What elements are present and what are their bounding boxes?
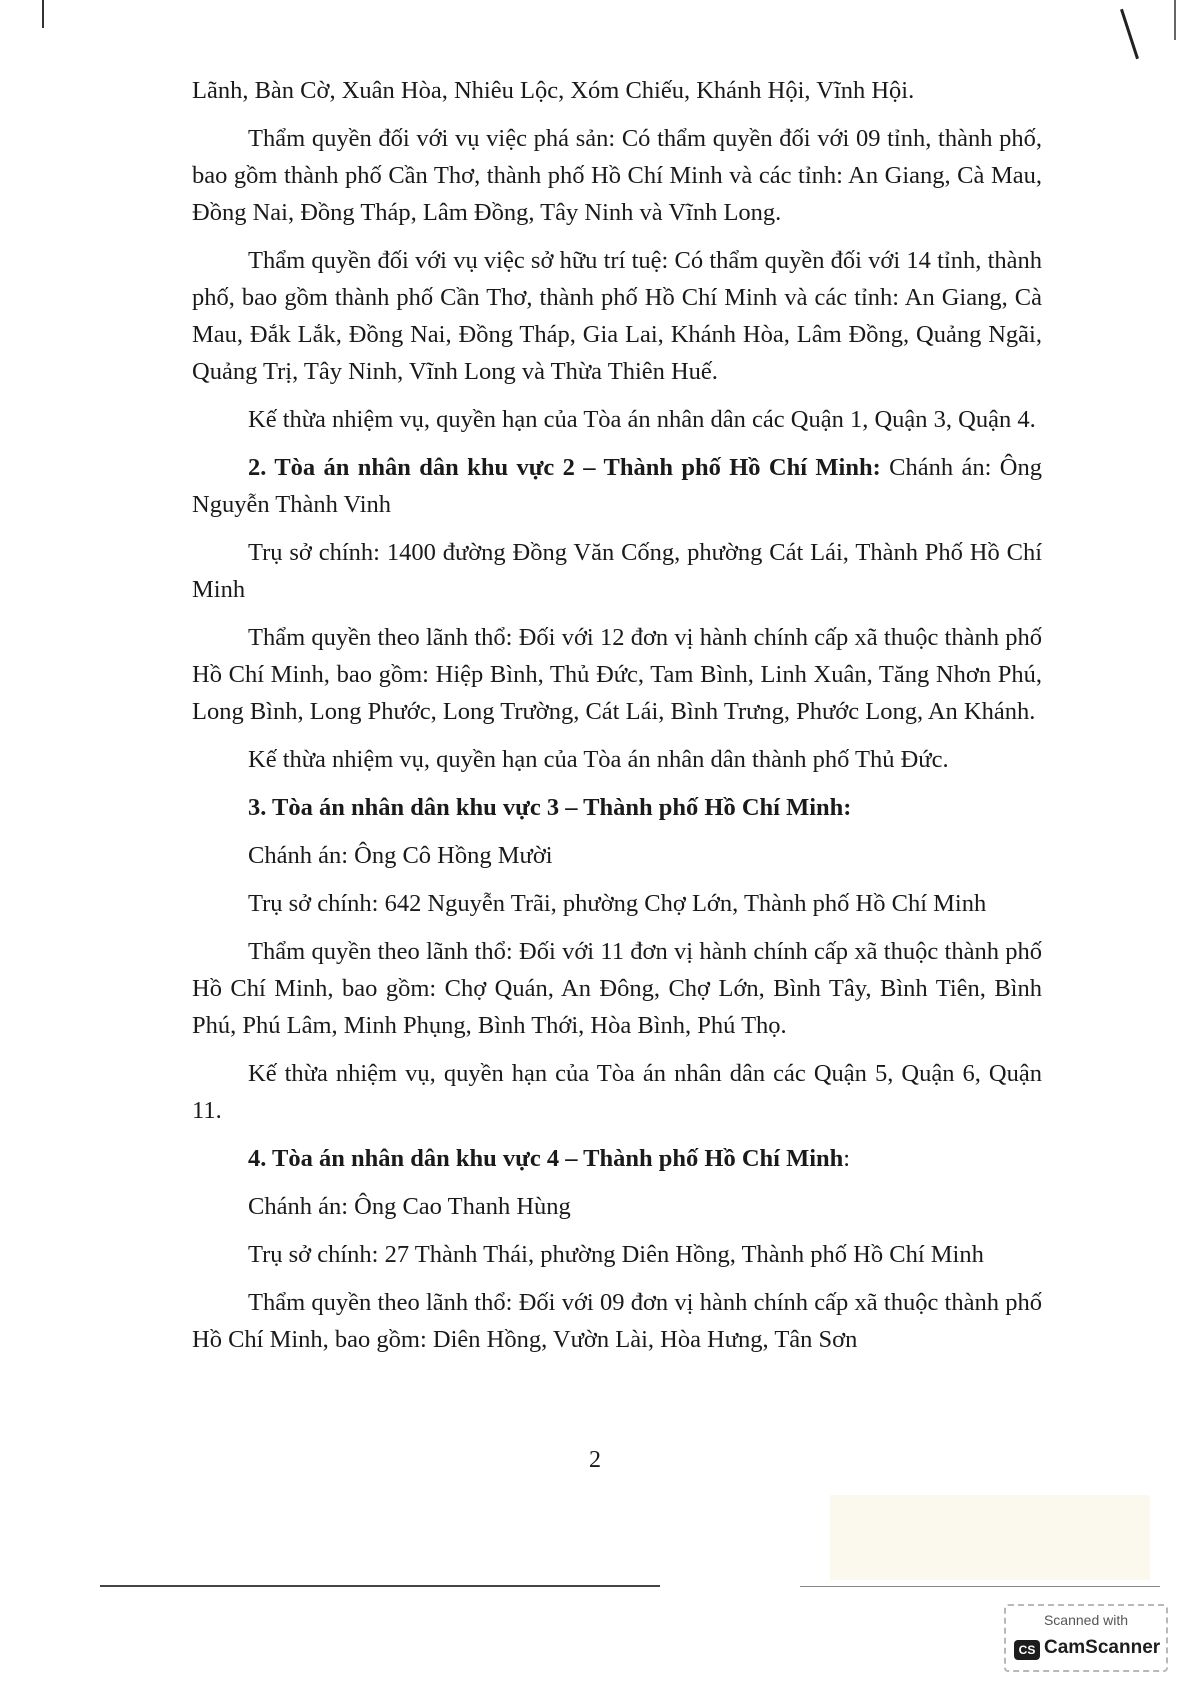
paragraph-3: Thẩm quyền đối với vụ việc sở hữu trí tuệ: Có thẩm quyền đối với 14 tỉnh, thành phố, bao gồm thành phố Cần Thơ, thành phố Hồ Chí Minh và các tỉnh: An Giang, Cà Mau, Đắk Lắk, Đồng Nai, Đồng Tháp, Gia Lai, Khánh Hòa, Lâm Đồng, Quảng Ngãi, Quảng Trị, Tây Ninh, Vĩnh Long và Thừa Thiên Huế. <box>192 247 1042 385</box>
paragraph-1: Lãnh, Bàn Cờ, Xuân Hòa, Nhiêu Lộc, Xóm Chiếu, Khánh Hội, Vĩnh Hội. <box>192 77 915 104</box>
document-body <box>192 72 1042 1369</box>
section-2-chief-judge: Chánh án: Ông Nguyễn Thành Vinh <box>192 454 1042 518</box>
section-2-heading-paragraph <box>192 449 1042 523</box>
camscanner-logo-icon: CS <box>1014 1640 1040 1660</box>
scan-stain <box>830 1495 1150 1580</box>
paragraph-4: Kế thừa nhiệm vụ, quyền hạn của Tòa án nhân dân các Quận 1, Quận 3, Quận 4. <box>248 406 1036 433</box>
scan-bottom-line <box>100 1585 660 1587</box>
section-4-heading-suffix: : <box>843 1145 851 1172</box>
section-3-heading: 3. Tòa án nhân dân khu vực 3 – Thành phố Hồ Chí Minh: <box>248 794 852 821</box>
camscanner-watermark <box>1004 1604 1168 1672</box>
page-number: 2 <box>589 1447 601 1473</box>
scan-edge-mark <box>42 0 44 28</box>
paragraph-8: Kế thừa nhiệm vụ, quyền hạn của Tòa án nhân dân thành phố Thủ Đức. <box>248 746 949 773</box>
section-2-heading: 2. Tòa án nhân dân khu vực 2 – Thành phố Hồ Chí Minh: <box>248 454 881 481</box>
paragraph-15: Chánh án: Ông Cao Thanh Hùng <box>248 1193 571 1220</box>
watermark-caption: Scanned with <box>1043 1612 1129 1628</box>
paragraph-2: Thẩm quyền đối với vụ việc phá sản: Có thẩm quyền đối với 09 tỉnh, thành phố, bao gồm thành phố Cần Thơ, thành phố Hồ Chí Minh và các tỉnh: An Giang, Cà Mau, Đồng Nai, Đồng Tháp, Lâm Đồng, Tây Ninh và Vĩnh Long. <box>192 125 1042 226</box>
section-4-heading: 4. Tòa án nhân dân khu vực 4 – Thành phố Hồ Chí Minh <box>248 1145 844 1172</box>
paragraph-11: Trụ sở chính: 642 Nguyễn Trãi, phường Chợ Lớn, Thành phố Hồ Chí Minh <box>248 890 987 917</box>
paragraph-6: Trụ sở chính: 1400 đường Đồng Văn Cống, phường Cát Lái, Thành Phố Hồ Chí Minh <box>192 539 1042 603</box>
paragraph-10: Chánh án: Ông Cô Hồng Mười <box>248 842 553 869</box>
watermark-brand: CamScanner <box>1044 1637 1161 1658</box>
paragraph-7: Thẩm quyền theo lãnh thổ: Đối với 12 đơn vị hành chính cấp xã thuộc thành phố Hồ Chí Minh, bao gồm: Hiệp Bình, Thủ Đức, Tam Bình, Linh Xuân, Tăng Nhơn Phú, Long Bình, Long Phước, Long Trường, Cát Lái, Bình Trưng, Phước Long, An Khánh. <box>192 624 1042 725</box>
paragraph-17: Thẩm quyền theo lãnh thổ: Đối với 09 đơn vị hành chính cấp xã thuộc thành phố Hồ Chí Minh, bao gồm: Diên Hồng, Vườn Lài, Hòa Hưng, Tân Sơn <box>192 1289 1042 1353</box>
scan-corner-mark <box>1120 9 1139 59</box>
paragraph-12: Thẩm quyền theo lãnh thổ: Đối với 11 đơn vị hành chính cấp xã thuộc thành phố Hồ Chí Minh, bao gồm: Chợ Quán, An Đông, Chợ Lớn, Bình Tây, Bình Tiên, Bình Phú, Phú Lâm, Minh Phụng, Bình Thới, Hòa Bình, Phú Thọ. <box>192 938 1042 1039</box>
paragraph-16: Trụ sở chính: 27 Thành Thái, phường Diên Hồng, Thành phố Hồ Chí Minh <box>248 1241 984 1268</box>
paragraph-13: Kế thừa nhiệm vụ, quyền hạn của Tòa án nhân dân các Quận 5, Quận 6, Quận 11. <box>192 1060 1042 1124</box>
scan-bottom-line-right <box>800 1586 1160 1587</box>
scan-edge-mark-right <box>1174 0 1176 40</box>
section-3-heading-paragraph <box>192 789 1042 826</box>
section-4-heading-paragraph <box>192 1140 1042 1177</box>
